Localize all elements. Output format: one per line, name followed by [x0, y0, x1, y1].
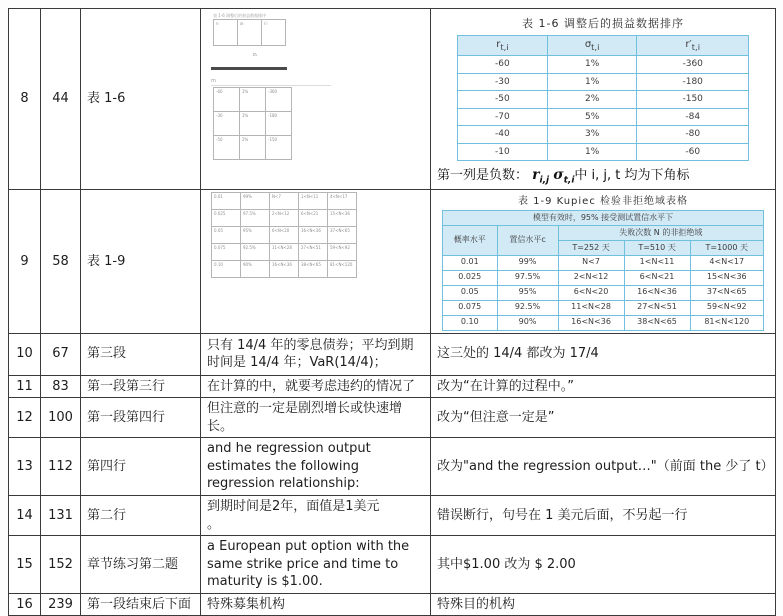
- table-row: [212, 192, 357, 209]
- location-cell: 表 1-9: [81, 189, 201, 333]
- errata-document: [8, 8, 775, 616]
- page-number: 239: [41, 593, 81, 616]
- table-cell: 99%: [497, 255, 558, 270]
- symbol-sigma: σ: [584, 38, 592, 50]
- table-cell: 4<N<17: [690, 255, 764, 270]
- row-number: 15: [9, 536, 41, 594]
- table-row: [442, 315, 763, 330]
- table-cell: 0.05: [442, 285, 497, 300]
- original-text-cell: a European put option with the same strike price and time to maturity is $1.00.: [201, 536, 431, 594]
- table-cell: 16<N<36: [299, 226, 328, 243]
- table-cell: 90%: [497, 315, 558, 330]
- table-cell: 1%: [240, 111, 266, 135]
- table-row: [212, 209, 357, 226]
- table-cell: 1<N<11: [299, 192, 328, 209]
- table-row: [442, 285, 763, 300]
- page-number: 112: [41, 438, 81, 496]
- table-cell: -40: [457, 126, 547, 144]
- table16: [457, 35, 749, 161]
- table-cell: -50: [457, 91, 547, 109]
- table-cell: 11<N<28: [558, 300, 624, 315]
- table19-subcol-t252: T=252 天: [558, 241, 624, 256]
- table-cell: 99%: [241, 192, 270, 209]
- table-cell: 0.01: [212, 192, 241, 209]
- thumbnail-label: m: [211, 78, 331, 86]
- table-cell: 59<N<92: [690, 300, 764, 315]
- table-cell: 37<N<65: [328, 226, 357, 243]
- table-cell: N<7: [558, 255, 624, 270]
- table-cell: -60: [637, 143, 749, 161]
- location-cell: 第一段第四行: [81, 398, 201, 438]
- table-cell: -80: [637, 126, 749, 144]
- table-cell: r′ₜ: [262, 20, 286, 46]
- location-cell: 第一段第三行: [81, 375, 201, 398]
- thumbnail-divider: [211, 67, 287, 70]
- table19-caption: 表 1-9 Kupiec 检验非拒绝域表格: [517, 195, 689, 207]
- symbol-r-prime: r′: [685, 38, 692, 50]
- table-row: [214, 111, 292, 135]
- table-cell: 1%: [547, 143, 636, 161]
- table-cell: 92.5%: [241, 243, 270, 260]
- table-cell: 37<N<65: [690, 285, 764, 300]
- subscript: t,i: [691, 41, 701, 52]
- table-cell: 0.025: [442, 270, 497, 285]
- table-row: [9, 438, 776, 496]
- page-number: 58: [41, 189, 81, 333]
- table-cell: 6<N<20: [558, 285, 624, 300]
- table-cell: 1%: [547, 56, 636, 74]
- table19-col3-header: 失败次数 N 的非拒绝域: [558, 226, 763, 241]
- table-cell: 0.01: [442, 255, 497, 270]
- table-cell: 11<N<28: [270, 243, 299, 260]
- table16-caption: 表 1-6 调整后的损益数据排序: [522, 17, 684, 30]
- note-suffix: 中 i, j, t 均为下角标: [574, 168, 690, 184]
- page-number: 83: [41, 375, 81, 398]
- table-cell: 2<N<12: [558, 270, 624, 285]
- table-row: [214, 135, 292, 159]
- table-cell: -84: [637, 108, 749, 126]
- table-cell: 2%: [547, 91, 636, 109]
- table16-header-sigma: [547, 35, 636, 55]
- correction-cell: 这三处的 14/4 都改为 17/4: [431, 333, 776, 375]
- location-cell: 表 1-6: [81, 9, 201, 190]
- original-snippet-cell: [201, 9, 431, 190]
- original-snippet-cell: [201, 189, 431, 333]
- row-number: 14: [9, 496, 41, 536]
- table-cell: 16<N<36: [270, 260, 299, 277]
- table-row: [442, 300, 763, 315]
- table-cell: -360: [637, 56, 749, 74]
- table-cell: 97.5%: [497, 270, 558, 285]
- table-cell: 3%: [547, 126, 636, 144]
- table-row: [442, 255, 763, 270]
- table-cell: 27<N<51: [299, 243, 328, 260]
- row-number: 11: [9, 375, 41, 398]
- table-cell: N<7: [270, 192, 299, 209]
- table-cell: 38<N<65: [299, 260, 328, 277]
- symbol-r: r: [496, 38, 501, 50]
- table-row: [457, 56, 748, 74]
- table-row: [212, 243, 357, 260]
- table-row: [457, 91, 748, 109]
- original-line2: 。: [207, 516, 221, 532]
- table-cell: 38<N<65: [624, 315, 690, 330]
- original-table-thumbnail: [207, 13, 424, 160]
- table-cell: 90%: [241, 260, 270, 277]
- table19: [442, 210, 764, 330]
- table-row: [214, 20, 286, 46]
- table-cell: 6<N<21: [299, 209, 328, 226]
- table19-subcol-t510: T=510 天: [624, 241, 690, 256]
- table-row: [442, 211, 763, 226]
- table-row: [457, 143, 748, 161]
- thumbnail-symbol: σₜ: [252, 52, 258, 59]
- table-cell: 27<N<51: [624, 300, 690, 315]
- correction-cell: 其中$1.00 改为 $ 2.00: [431, 536, 776, 594]
- subscript: t,i: [500, 41, 509, 52]
- table-row: [9, 496, 776, 536]
- original-table-thumbnail: [207, 192, 424, 278]
- thumbnail-data-table: [213, 87, 292, 160]
- original-text-cell: 但注意的一定是剧烈增长或快速增长。: [201, 398, 431, 438]
- row-number: 9: [9, 189, 41, 333]
- table-row: [212, 260, 357, 277]
- correction-cell: 改为“在计算的过程中。”: [431, 375, 776, 398]
- table-cell: 81<N<120: [328, 260, 357, 277]
- page-number: 131: [41, 496, 81, 536]
- original-text-cell: 只有 14/4 年的零息债券；平均到期时间是 14/4 年；VaR(14/4)；: [201, 333, 431, 375]
- table-cell: 95%: [241, 226, 270, 243]
- table16-header-r: [457, 35, 547, 55]
- table-cell: 16<N<36: [558, 315, 624, 330]
- page-number: 152: [41, 536, 81, 594]
- table-row: [442, 270, 763, 285]
- table-cell: 2%: [240, 135, 266, 159]
- table-cell: 6<N<21: [624, 270, 690, 285]
- table-cell: 0.10: [212, 260, 241, 277]
- table-row: [9, 536, 776, 594]
- table-row: [9, 593, 776, 616]
- table-cell: -60: [214, 87, 240, 111]
- table-cell: 15<N<36: [690, 270, 764, 285]
- table-cell: 0.10: [442, 315, 497, 330]
- table-row: [9, 398, 776, 438]
- table-row: [457, 126, 748, 144]
- table-cell: 16<N<36: [624, 285, 690, 300]
- table-row: [9, 189, 776, 333]
- table-cell: 1%: [240, 87, 266, 111]
- table19-banner: 模型有效时，95% 接受测试置信水平下: [442, 211, 763, 226]
- table-cell: -60: [457, 56, 547, 74]
- table-cell: 1%: [547, 73, 636, 91]
- table-cell: 0.075: [212, 243, 241, 260]
- symbol-sigma: σ: [553, 167, 564, 184]
- table-cell: 1<N<11: [624, 255, 690, 270]
- table-cell: -70: [457, 108, 547, 126]
- original-text-cell: and he regression output estimates the following regression relationship:: [201, 438, 431, 496]
- table-cell: -150: [266, 135, 292, 159]
- table-cell: 95%: [497, 285, 558, 300]
- original-text-cell: [201, 496, 431, 536]
- correction-cell: 特殊目的机构: [431, 593, 776, 616]
- table-cell: 0.075: [442, 300, 497, 315]
- table-cell: -180: [637, 73, 749, 91]
- table-row: [457, 108, 748, 126]
- page-number: 100: [41, 398, 81, 438]
- errata-table: [8, 8, 776, 616]
- table-cell: 81<N<120: [690, 315, 764, 330]
- table-cell: 6<N<20: [270, 226, 299, 243]
- table-cell: 2<N<12: [270, 209, 299, 226]
- table-cell: -360: [266, 87, 292, 111]
- row-number: 13: [9, 438, 41, 496]
- table-cell: 0.025: [212, 209, 241, 226]
- row-number: 16: [9, 593, 41, 616]
- table-cell: -30: [214, 111, 240, 135]
- table-cell: 59<N<92: [328, 243, 357, 260]
- page-number: 44: [41, 9, 81, 190]
- thumbnail-caption: 表 1-6 调整后的损益数据排序: [213, 13, 267, 18]
- subscript: i,j: [539, 175, 550, 186]
- original-text-cell: 在计算的中，就要考虑违约的情况了: [201, 375, 431, 398]
- table-row: [9, 9, 776, 190]
- correction-cell: 改为“但注意一定是”: [431, 398, 776, 438]
- table-row: [212, 226, 357, 243]
- table-cell: -50: [214, 135, 240, 159]
- table-cell: -150: [637, 91, 749, 109]
- symbol-r: r: [532, 167, 540, 184]
- thumbnail-header-table: [213, 19, 286, 46]
- location-cell: 章节练习第二题: [81, 536, 201, 594]
- correction-note: [437, 166, 769, 187]
- table19-col1-header: 概率水平: [442, 226, 497, 256]
- table-row: [457, 73, 748, 91]
- original-line1: 到期时间是2年，面值是1美元: [207, 499, 380, 514]
- table-cell: 97.5%: [241, 209, 270, 226]
- page-number: 67: [41, 333, 81, 375]
- location-cell: 第二行: [81, 496, 201, 536]
- correction-cell: 错误断行，句号在 1 美元后面，不另起一行: [431, 496, 776, 536]
- table-row: [214, 87, 292, 111]
- table-cell: -30: [457, 73, 547, 91]
- note-prefix: 第一列是负数：: [437, 168, 529, 184]
- table-row: [9, 375, 776, 398]
- table19-col2-header: 置信水平c: [497, 226, 558, 256]
- location-cell: 第一段结束后下面: [81, 593, 201, 616]
- table-row: [442, 226, 763, 241]
- original-text-cell: 特殊募集机构: [201, 593, 431, 616]
- thumbnail-data-table: [211, 192, 357, 278]
- table-cell: rₜ: [214, 20, 238, 46]
- subscript: t,i: [591, 41, 600, 52]
- table-cell: σₜ: [238, 20, 262, 46]
- subscript: t,i: [563, 175, 575, 186]
- row-number: 8: [9, 9, 41, 190]
- table-cell: 4<N<17: [328, 192, 357, 209]
- table-row: [457, 35, 748, 55]
- row-number: 10: [9, 333, 41, 375]
- table-cell: 5%: [547, 108, 636, 126]
- table19-subcol-t1000: T=1000 天: [690, 241, 764, 256]
- table-cell: -10: [457, 143, 547, 161]
- location-cell: 第三段: [81, 333, 201, 375]
- table-cell: 92.5%: [497, 300, 558, 315]
- row-number: 12: [9, 398, 41, 438]
- correction-cell: 改为"and the regression output…"（前面 the 少了 t）: [431, 438, 776, 496]
- correction-cell: [431, 189, 776, 333]
- table-cell: 0.05: [212, 226, 241, 243]
- table-cell: -180: [266, 111, 292, 135]
- table16-header-rprime: [637, 35, 749, 55]
- table-row: [9, 333, 776, 375]
- correction-cell: [431, 9, 776, 190]
- location-cell: 第四行: [81, 438, 201, 496]
- table-cell: 15<N<36: [328, 209, 357, 226]
